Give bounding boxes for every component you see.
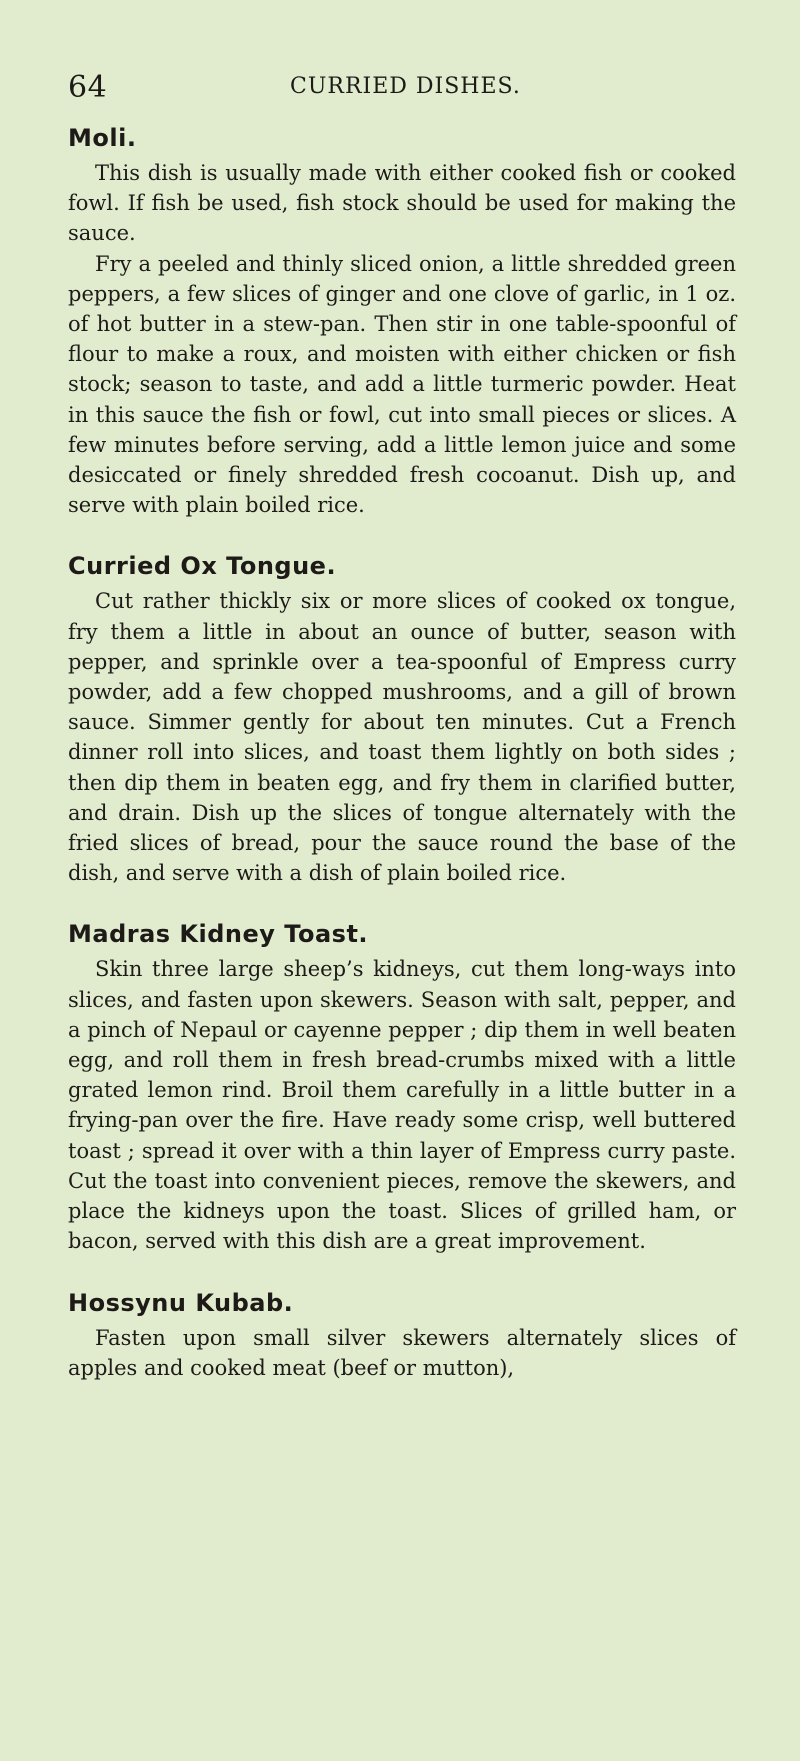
running-head: CURRIED DISHES.: [290, 74, 521, 99]
page-header: [68, 70, 728, 110]
recipe-paragraph: Fasten upon small silver skewers alternately slices of apples and cooked meat (beef or mutton),: [68, 1325, 736, 1380]
recipe-moli: [68, 122, 736, 520]
recipe-paragraph: Cut rather thickly six or more slices of cooked ox tongue, fry them a little in about an ounce of butter, season with pepper, and sprinkle over a tea-spoonful of Empress curry powder, add a few chopped mushrooms, and a gill of brown sauce. Simmer gently for about ten minutes. Cut a French dinner roll into slices, and toast them lightly on both sides ; then dip them in beaten egg, and fry them in clarified butter, and drain. Dish up the slices of tongue alternately with the fried slices of bread, pour the sauce round the base of the dish, and serve with a dish of plain boiled rice.: [68, 589, 736, 886]
recipe-paragraph: This dish is usually made with either cooked fish or cooked fowl. If fish be used, fish stock should be used for making the sauce.: [68, 161, 736, 246]
recipe-title: Hossynu Kubab.: [68, 1288, 294, 1317]
recipe-title: Madras Kidney Toast.: [68, 920, 369, 949]
recipe-paragraph: Fry a peeled and thinly sliced onion, a little shredded green peppers, a few slices of ginger and one clove of garlic, in 1 oz. of hot butter in a stew-pan. Then stir in one table-spoonful of flour to make a roux, and moisten with either chicken or fish stock; season to taste, and add a little turmeric powder. Heat in this sauce the fish or fowl, cut into small pieces or slices. A few minutes before serving, add a little lemon juice and some desiccated or finely shredded fresh cocoanut. Dish up, and serve with plain boiled rice.: [68, 251, 736, 518]
page-number: 64: [68, 70, 108, 105]
recipe-title: Moli.: [68, 124, 137, 152]
recipe-curried-ox-tongue: [68, 550, 736, 888]
page-content: [68, 122, 736, 1413]
recipe-hossynu-kubab: [68, 1287, 736, 1383]
recipe-madras-kidney-toast: [68, 918, 736, 1256]
recipe-paragraph: Skin three large sheep’s kidneys, cut them long-ways into slices, and fasten upon skewers. Season with salt, pepper, and a pinch of Nepaul or cayenne pepper ; dip them in well beaten egg, and roll them in fresh bread-crumbs mixed with a little grated lemon rind. Broil them carefully in a little butter in a frying-pan over the fire. Have ready some crisp, well buttered toast ; spread it over with a thin layer of Empress curry paste. Cut the toast into convenient pieces, remove the skewers, and place the kidneys upon the toast. Slices of grilled ham, or bacon, served with this dish are a great improvement.: [68, 957, 736, 1254]
recipe-title: Curried Ox Tongue.: [68, 552, 337, 581]
